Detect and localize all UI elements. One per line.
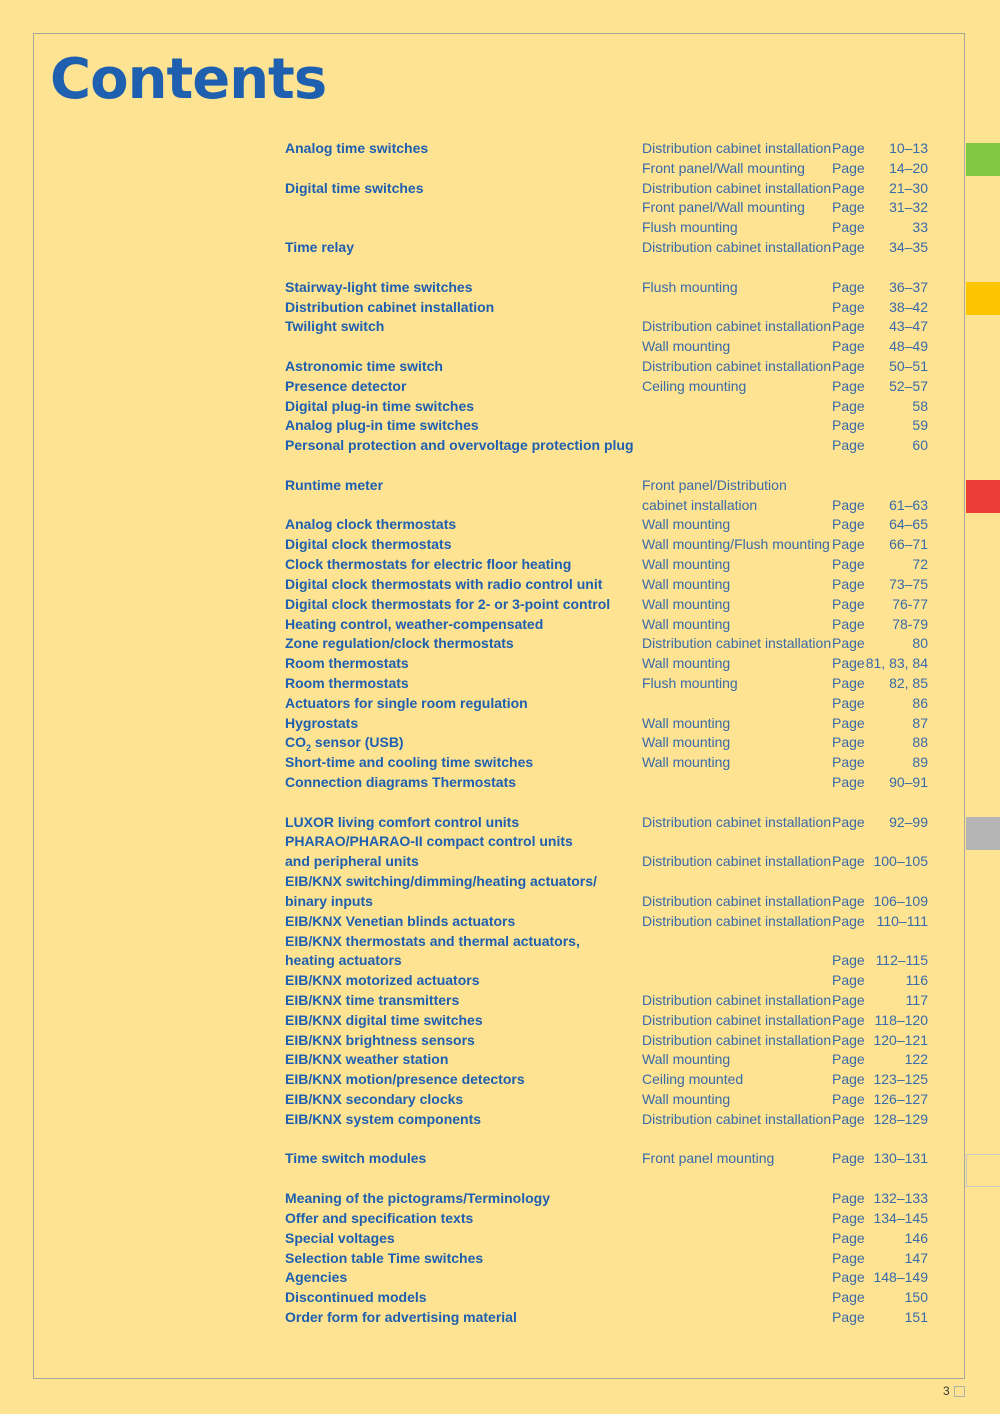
- toc-mounting-type: Ceiling mounted: [642, 1071, 744, 1088]
- toc-page-number: 59: [912, 417, 928, 434]
- toc-page-label: Page: [832, 338, 865, 355]
- toc-page-number: 14–20: [889, 159, 928, 176]
- toc-page-label: Page: [832, 1209, 865, 1226]
- toc-page-label: Page: [832, 1051, 865, 1068]
- toc-mounting-type: Wall mounting: [642, 714, 731, 731]
- toc-page-label: Page: [832, 813, 865, 830]
- toc-page-number: 82, 85: [889, 674, 928, 691]
- toc-row: [285, 1209, 935, 1229]
- page-number: 3: [943, 1384, 950, 1398]
- toc-page-label: Page: [832, 892, 865, 909]
- section-spacer: [285, 1169, 935, 1189]
- toc-page-label: Page: [832, 912, 865, 929]
- toc-mounting-type: Wall mounting: [642, 338, 731, 355]
- toc-page-number: 60: [912, 437, 928, 454]
- toc-page-number: 34–35: [889, 239, 928, 256]
- toc-page-label: Page: [832, 1150, 865, 1167]
- toc-mounting-type: Ceiling mounting: [642, 377, 747, 394]
- toc-row: [285, 198, 935, 218]
- toc-page-number: 48–49: [889, 338, 928, 355]
- toc-page-label: Page: [832, 655, 865, 672]
- toc-page-number: 76-77: [892, 595, 928, 612]
- toc-page-label: Page: [832, 1289, 865, 1306]
- toc-item-title[interactable]: Digital clock thermostats for 2- or 3-point control: [285, 595, 611, 612]
- toc-row: [285, 912, 935, 932]
- toc-item-title[interactable]: EIB/KNX system components: [285, 1110, 482, 1127]
- toc-item-title[interactable]: Analog clock thermostats: [285, 516, 457, 533]
- toc-item-title[interactable]: EIB/KNX time transmitters: [285, 991, 460, 1008]
- toc-row: [285, 476, 935, 496]
- toc-page-label: Page: [832, 1308, 865, 1325]
- toc-page-number: 61–63: [889, 496, 928, 513]
- toc-item-title[interactable]: Astronomic time switch: [285, 357, 443, 374]
- toc-page-label: Page: [832, 694, 865, 711]
- toc-page-number: 52–57: [889, 377, 928, 394]
- toc-page-label: Page: [832, 357, 865, 374]
- toc-item-title[interactable]: Personal protection and overvoltage protection plug: [285, 437, 634, 454]
- toc-page-label: Page: [832, 991, 865, 1008]
- toc-page-label: Page: [832, 397, 865, 414]
- toc-row: [285, 1090, 935, 1110]
- toc-page-number: 36–37: [889, 278, 928, 295]
- toc-page-number: 38–42: [889, 298, 928, 315]
- toc-mounting-type: Wall mounting: [642, 655, 731, 672]
- toc-row: [285, 416, 935, 436]
- toc-item-title[interactable]: Runtime meter: [285, 476, 384, 493]
- toc-page-number: 118–120: [874, 1011, 928, 1028]
- toc-page-label: Page: [832, 199, 865, 216]
- toc-item-title[interactable]: Hygrostats: [285, 714, 359, 731]
- toc-mounting-type: Distribution cabinet installation: [642, 1011, 832, 1028]
- toc-page-number: 81, 83, 84: [865, 655, 928, 672]
- toc-row: [285, 694, 935, 714]
- toc-page-label: Page: [832, 1229, 865, 1246]
- toc-page-label: Page: [832, 1269, 865, 1286]
- toc-row: [285, 377, 935, 397]
- toc-item-title[interactable]: Presence detector: [285, 377, 407, 394]
- toc-page-label: Page: [832, 318, 865, 335]
- toc-row: [285, 357, 935, 377]
- toc-page-label: Page: [832, 714, 865, 731]
- toc-page-label: Page: [832, 159, 865, 176]
- section-tab-red: [966, 480, 1000, 513]
- toc-row: [285, 515, 935, 535]
- toc-mounting-type: Wall mounting: [642, 516, 731, 533]
- toc-mounting-type: Distribution cabinet installation: [642, 357, 832, 374]
- toc-item-title[interactable]: Room thermostats: [285, 655, 409, 672]
- toc-mounting-type: Wall mounting: [642, 754, 731, 771]
- toc-page-label: Page: [832, 140, 865, 156]
- toc-item-title[interactable]: Meaning of the pictograms/Terminology: [285, 1190, 550, 1207]
- table-of-contents: [285, 139, 935, 1328]
- toc-row: [285, 733, 935, 753]
- toc-row: [285, 753, 935, 773]
- toc-item-title[interactable]: Discontinued models: [285, 1289, 427, 1306]
- toc-page-number: 122: [904, 1051, 928, 1068]
- toc-mounting-type: Distribution cabinet installation: [642, 853, 832, 870]
- toc-mounting-type: Distribution cabinet installation: [642, 991, 832, 1008]
- toc-row: [285, 634, 935, 654]
- toc-row: [285, 1011, 935, 1031]
- toc-mounting-type: Flush mounting: [642, 219, 738, 236]
- toc-page-number: 87: [912, 714, 928, 731]
- toc-mounting-type: Wall mounting: [642, 575, 731, 592]
- toc-mounting-type: Wall mounting: [642, 734, 731, 751]
- toc-row: [285, 159, 935, 179]
- toc-page-number: 66–71: [889, 536, 928, 553]
- toc-mounting-type: Distribution cabinet installation: [642, 140, 832, 156]
- toc-row: [285, 1229, 935, 1249]
- toc-page-number: 116: [905, 972, 928, 989]
- toc-item-title[interactable]: EIB/KNX secondary clocks: [285, 1091, 464, 1107]
- toc-row: [285, 298, 935, 318]
- toc-page-label: Page: [832, 516, 865, 533]
- section-spacer: [285, 456, 935, 476]
- toc-page-number: 117: [905, 991, 928, 1008]
- section-spacer: [285, 793, 935, 813]
- toc-row: [285, 139, 935, 159]
- toc-item-title[interactable]: Digital clock thermostats: [285, 536, 452, 553]
- section-tab-blank: [966, 1154, 1000, 1187]
- toc-item-title[interactable]: and peripheral units: [285, 853, 419, 870]
- toc-row: [285, 932, 935, 952]
- toc-page-number: 130–131: [873, 1150, 928, 1167]
- toc-page-number: 90–91: [889, 774, 928, 790]
- toc-mounting-type: Flush mounting: [642, 674, 738, 691]
- toc-page-label: Page: [832, 377, 865, 394]
- toc-item-title[interactable]: Digital plug-in time switches: [285, 397, 475, 414]
- toc-row: [285, 555, 935, 575]
- toc-row: [285, 496, 935, 516]
- toc-mounting-type: Distribution cabinet installation: [642, 179, 832, 196]
- toc-page-label: Page: [832, 417, 865, 434]
- toc-row: [285, 674, 935, 694]
- toc-mounting-type: Wall mounting: [642, 615, 731, 632]
- toc-page-number: 73–75: [889, 575, 928, 592]
- toc-page-number: 100–105: [873, 853, 928, 870]
- toc-page-label: Page: [832, 437, 865, 454]
- toc-page-label: Page: [832, 219, 865, 236]
- section-tab-green: [966, 143, 1000, 176]
- toc-row: [285, 575, 935, 595]
- toc-row: [285, 595, 935, 615]
- toc-page-number: 78-79: [892, 615, 928, 632]
- toc-item-title[interactable]: Time relay: [285, 239, 355, 256]
- toc-item-title[interactable]: Analog plug-in time switches: [285, 417, 479, 434]
- toc-item-title[interactable]: Digital clock thermostats with radio control unit: [285, 575, 603, 592]
- toc-page-number: 110–111: [876, 912, 928, 929]
- toc-page-number: 43–47: [889, 318, 928, 335]
- toc-page-label: Page: [832, 556, 865, 573]
- toc-page-number: 148–149: [873, 1269, 928, 1286]
- toc-mounting-type: Distribution cabinet installation: [642, 239, 832, 256]
- toc-mounting-type: Distribution cabinet installation: [642, 318, 832, 335]
- toc-page-number: 31–32: [889, 199, 928, 216]
- toc-item-title[interactable]: Clock thermostats for electric floor heating: [285, 556, 572, 573]
- toc-item-title[interactable]: Order form for advertising material: [285, 1308, 517, 1325]
- toc-mounting-type: Distribution cabinet installation: [642, 1031, 832, 1048]
- toc-mounting-type: Front panel/Distribution: [642, 476, 787, 493]
- toc-row: [285, 179, 935, 199]
- toc-item-title[interactable]: heating actuators: [285, 952, 402, 969]
- toc-page-number: 72: [912, 556, 928, 573]
- toc-row: [285, 615, 935, 635]
- toc-mounting-type: cabinet installation: [642, 496, 758, 513]
- toc-row: [285, 813, 935, 833]
- toc-page-number: 21–30: [889, 179, 928, 196]
- toc-page-number: 126–127: [873, 1091, 928, 1107]
- toc-row: [285, 1070, 935, 1090]
- toc-row: [285, 1189, 935, 1209]
- toc-page-number: 151: [904, 1308, 928, 1325]
- toc-item-title[interactable]: binary inputs: [285, 892, 373, 909]
- toc-row: [285, 852, 935, 872]
- toc-page-number: 134–145: [873, 1209, 928, 1226]
- page-title: Contents: [50, 47, 327, 112]
- toc-mounting-type: Distribution cabinet installation: [642, 892, 832, 909]
- toc-row: [285, 1268, 935, 1288]
- toc-item-title[interactable]: Room thermostats: [285, 674, 409, 691]
- toc-page-number: 89: [912, 754, 928, 771]
- toc-row: [285, 238, 935, 258]
- toc-page-label: Page: [832, 734, 865, 751]
- toc-row: [285, 714, 935, 734]
- toc-row: [285, 991, 935, 1011]
- toc-page-number: 146: [904, 1229, 928, 1246]
- toc-item-title[interactable]: EIB/KNX motion/presence detectors: [285, 1071, 525, 1088]
- toc-page-number: 58: [912, 397, 928, 414]
- toc-mounting-type: Distribution cabinet installation: [642, 813, 832, 830]
- toc-item-title[interactable]: Agencies: [285, 1269, 348, 1286]
- toc-row: [285, 654, 935, 674]
- toc-page-label: Page: [832, 496, 865, 513]
- toc-item-title[interactable]: Special voltages: [285, 1229, 395, 1246]
- toc-item-title[interactable]: EIB/KNX motorized actuators: [285, 972, 480, 989]
- toc-item-title[interactable]: Heating control, weather-compensated: [285, 615, 544, 632]
- toc-row: [285, 872, 935, 892]
- toc-mounting-type: Front panel mounting: [642, 1150, 775, 1167]
- toc-page-label: Page: [832, 595, 865, 612]
- toc-row: [285, 773, 935, 793]
- toc-row: [285, 1308, 935, 1328]
- toc-item-title[interactable]: EIB/KNX weather station: [285, 1051, 449, 1068]
- toc-item-title[interactable]: Short-time and cooling time switches: [285, 754, 534, 771]
- toc-mounting-type: Front panel/Wall mounting: [642, 199, 805, 216]
- toc-item-title[interactable]: EIB/KNX thermostats and thermal actuators,: [285, 932, 580, 949]
- toc-mounting-type: Wall mounting: [642, 556, 731, 573]
- toc-mounting-type: Distribution cabinet installation: [642, 1110, 832, 1127]
- toc-item-title[interactable]: Stairway-light time switches: [285, 278, 473, 295]
- toc-item-title[interactable]: Analog time switches: [285, 140, 429, 156]
- toc-row: [285, 832, 935, 852]
- toc-page-label: Page: [832, 774, 865, 790]
- toc-page-number: 112–115: [875, 952, 928, 969]
- toc-page-number: 147: [904, 1249, 928, 1266]
- toc-mounting-type: Wall mounting: [642, 1051, 731, 1068]
- toc-item-title[interactable]: Twilight switch: [285, 318, 385, 335]
- toc-page-label: Page: [832, 1091, 865, 1107]
- toc-page-label: Page: [832, 754, 865, 771]
- toc-page-label: Page: [832, 1071, 865, 1088]
- toc-row: [285, 397, 935, 417]
- toc-page-label: Page: [832, 615, 865, 632]
- toc-page-label: Page: [832, 972, 865, 989]
- toc-mounting-type: Distribution cabinet installation: [642, 635, 832, 652]
- toc-row: [285, 1050, 935, 1070]
- toc-mounting-type: Front panel/Wall mounting: [642, 159, 805, 176]
- toc-page-number: 132–133: [873, 1190, 928, 1207]
- toc-row: [285, 317, 935, 337]
- toc-page-number: 86: [912, 694, 928, 711]
- toc-item-title[interactable]: EIB/KNX switching/dimming/heating actuators/: [285, 873, 597, 890]
- toc-page-label: Page: [832, 1190, 865, 1207]
- section-spacer: [285, 258, 935, 278]
- toc-page-label: Page: [832, 952, 865, 969]
- toc-page-label: Page: [832, 1011, 865, 1028]
- toc-mounting-type: Wall mounting: [642, 595, 731, 612]
- toc-page-number: 128–129: [873, 1110, 928, 1127]
- toc-row: [285, 1249, 935, 1269]
- toc-mounting-type: Wall mounting: [642, 1091, 731, 1107]
- toc-row: [285, 337, 935, 357]
- toc-page-label: Page: [832, 239, 865, 256]
- section-tab-grey: [966, 817, 1000, 850]
- page-number-box: [954, 1386, 965, 1397]
- toc-item-title[interactable]: Zone regulation/clock thermostats: [285, 635, 514, 652]
- toc-page-number: 10–13: [889, 140, 928, 156]
- toc-item-title[interactable]: $CO_2$ sensor (USB): [285, 734, 404, 754]
- toc-item-title[interactable]: EIB/KNX brightness sensors: [285, 1031, 475, 1048]
- toc-mounting-type: Wall mounting/Flush mounting: [642, 536, 830, 553]
- toc-row: [285, 951, 935, 971]
- toc-page-label: Page: [832, 179, 865, 196]
- toc-item-title[interactable]: LUXOR living comfort control units: [285, 813, 520, 830]
- toc-row: [285, 436, 935, 456]
- toc-item-title[interactable]: EIB/KNX digital time switches: [285, 1011, 483, 1028]
- toc-page-number: 50–51: [889, 357, 928, 374]
- toc-page-label: Page: [832, 635, 865, 652]
- toc-page-label: Page: [832, 853, 865, 870]
- toc-item-title[interactable]: Digital time switches: [285, 179, 424, 196]
- toc-row: [285, 971, 935, 991]
- toc-page-number: 150: [904, 1289, 928, 1306]
- toc-page-number: 120–121: [873, 1031, 928, 1048]
- toc-page-label: Page: [832, 1031, 865, 1048]
- toc-item-title[interactable]: Actuators for single room regulation: [285, 694, 528, 711]
- toc-page-label: Page: [832, 278, 865, 295]
- section-spacer: [285, 1130, 935, 1150]
- toc-page-number: 64–65: [889, 516, 928, 533]
- toc-row: [285, 218, 935, 238]
- toc-page-number: 33: [912, 219, 928, 236]
- toc-page-number: 88: [912, 734, 928, 751]
- toc-page-number: 80: [912, 635, 928, 652]
- toc-row: [285, 892, 935, 912]
- toc-item-title[interactable]: Connection diagrams Thermostats: [285, 774, 517, 790]
- toc-item-title[interactable]: PHARAO/PHARAO-II compact control units: [285, 833, 573, 850]
- toc-mounting-type: Flush mounting: [642, 278, 738, 295]
- toc-item-title[interactable]: Selection table Time switches: [285, 1249, 484, 1266]
- toc-page-number: 106–109: [873, 892, 928, 909]
- toc-page-label: Page: [832, 298, 865, 315]
- toc-item-title[interactable]: Offer and specification texts: [285, 1209, 474, 1226]
- toc-item-title[interactable]: EIB/KNX Venetian blinds actuators: [285, 912, 516, 929]
- toc-row: [285, 1031, 935, 1051]
- toc-page-number: 123–125: [873, 1071, 928, 1088]
- toc-page-label: Page: [832, 1249, 865, 1266]
- toc-row: [285, 1110, 935, 1130]
- toc-page-label: Page: [832, 536, 865, 553]
- toc-item-title[interactable]: Time switch modules: [285, 1150, 427, 1167]
- toc-mounting-type: Distribution cabinet installation: [642, 912, 832, 929]
- toc-page-number: 92–99: [889, 813, 928, 830]
- toc-row: [285, 1288, 935, 1308]
- toc-row: [285, 278, 935, 298]
- toc-page-label: Page: [832, 1110, 865, 1127]
- toc-row: [285, 535, 935, 555]
- toc-page-label: Page: [832, 674, 865, 691]
- toc-page-label: Page: [832, 575, 865, 592]
- toc-row: [285, 1149, 935, 1169]
- section-tab-yellow: [966, 282, 1000, 315]
- toc-item-title[interactable]: Distribution cabinet installation: [285, 298, 495, 315]
